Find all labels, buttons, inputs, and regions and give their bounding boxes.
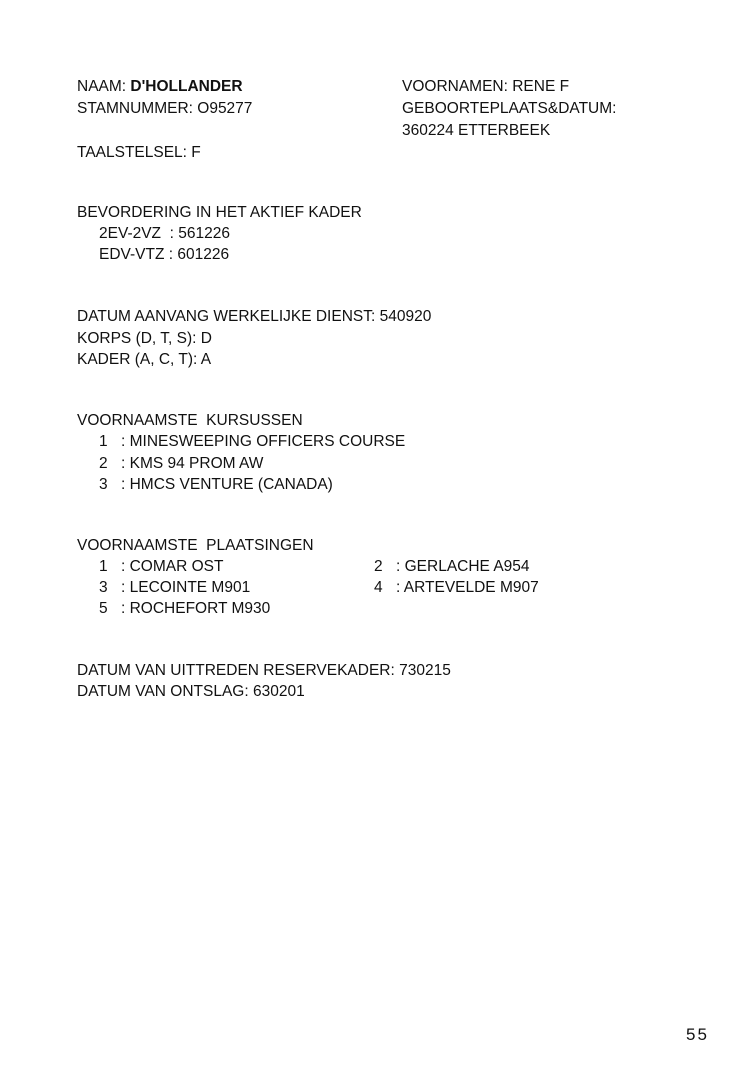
bevordering-item: 2EV-2VZ : 561226 <box>99 225 230 242</box>
kursussen-title: VOORNAAMSTE KURSUSSEN <box>77 412 303 429</box>
bevordering-title: BEVORDERING IN HET AKTIEF KADER <box>77 204 362 221</box>
plaatsing-num: 5 <box>99 600 108 617</box>
kursus-text: : KMS 94 PROM AW <box>121 455 264 472</box>
plaatsing-item <box>374 556 530 578</box>
kader: KADER (A, C, T): A <box>77 351 212 368</box>
plaatsing-item <box>374 577 539 599</box>
stamnummer: STAMNUMMER: O95277 <box>77 100 253 117</box>
plaatsing-num: 3 <box>99 579 108 596</box>
taalstelsel: TAALSTELSEL: F <box>77 144 201 161</box>
datum-uittreden: DATUM VAN UITTREDEN RESERVEKADER: 730215 <box>77 662 451 679</box>
plaatsing-num: 4 <box>374 579 383 596</box>
kursus-num: 1 <box>99 433 108 450</box>
kursus-num: 2 <box>99 455 108 472</box>
kursus-text: : HMCS VENTURE (CANADA) <box>121 476 333 493</box>
naam-line <box>77 76 243 98</box>
voornamen: VOORNAMEN: RENE F <box>402 78 570 95</box>
naam-value: D'HOLLANDER <box>130 78 243 95</box>
datum-ontslag: DATUM VAN ONTSLAG: 630201 <box>77 683 305 700</box>
plaatsing-num: 2 <box>374 558 383 575</box>
geboorte-value: 360224 ETTERBEEK <box>402 122 551 139</box>
bevordering-item: EDV-VTZ : 601226 <box>99 246 230 263</box>
plaatsing-item <box>99 556 223 578</box>
kursus-item <box>99 474 333 496</box>
plaatsing-text: : COMAR OST <box>121 558 224 575</box>
korps: KORPS (D, T, S): D <box>77 330 212 347</box>
datum-aanvang-dienst: DATUM AANVANG WERKELIJKE DIENST: 540920 <box>77 308 432 325</box>
kursus-text: : MINESWEEPING OFFICERS COURSE <box>121 433 406 450</box>
plaatsing-item <box>99 598 270 620</box>
plaatsing-text: : GERLACHE A954 <box>396 558 530 575</box>
kursus-num: 3 <box>99 476 108 493</box>
plaatsingen-title: VOORNAAMSTE PLAATSINGEN <box>77 537 314 554</box>
page-number: 55 <box>686 1025 709 1044</box>
plaatsing-item <box>99 577 250 599</box>
kursus-item <box>99 431 405 453</box>
plaatsing-text: : ARTEVELDE M907 <box>396 579 539 596</box>
kursus-item <box>99 453 263 475</box>
plaatsing-text: : ROCHEFORT M930 <box>121 600 271 617</box>
geboorte-label: GEBOORTEPLAATS&DATUM: <box>402 100 617 117</box>
plaatsing-text: : LECOINTE M901 <box>121 579 251 596</box>
naam-label: NAAM: <box>77 78 127 95</box>
plaatsing-num: 1 <box>99 558 108 575</box>
